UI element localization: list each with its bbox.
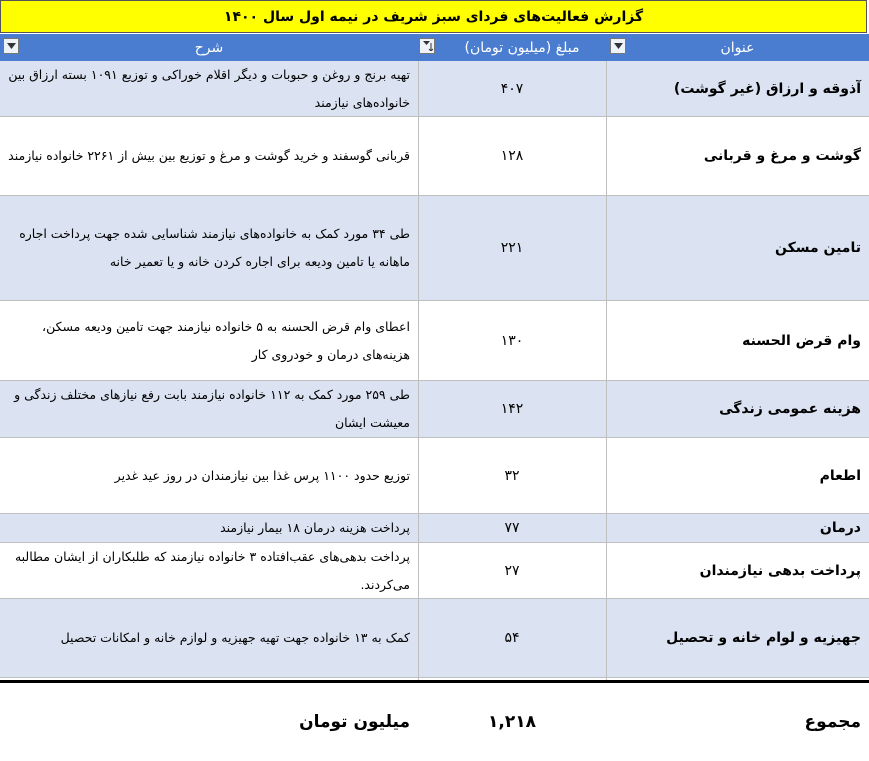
table-row (0, 381, 869, 438)
row-amount: ۵۴ (504, 630, 520, 646)
total-label: مجموع (804, 712, 861, 732)
sort-filter-icon[interactable] (419, 38, 435, 54)
row-description: قربانی گوسفند و خرید گوشت و مرغ و توزیع بین بیش از ۲۲۶۱ خانواده نیازمند (8, 148, 410, 163)
table-row (0, 543, 869, 599)
dropdown-arrow-icon[interactable] (610, 38, 626, 54)
row-amount: ۲۲۱ (500, 240, 524, 256)
row-title: وام قرض الحسنه (742, 332, 861, 349)
total-amount: ۱,۲۱۸ (488, 712, 536, 732)
column-header-row (0, 34, 869, 61)
row-description: اعطای وام قرض الحسنه به ۵ خانواده نیازمند جهت تامین ودیعه مسکن، هزینه‌های درمان و خودروی کار (42, 318, 410, 362)
row-title: پرداخت بدهی نیازمندان (699, 562, 861, 579)
header-title[interactable] (606, 34, 869, 61)
row-amount: ۷۷ (504, 520, 520, 536)
row-title: گوشت و مرغ و قربانی (703, 148, 861, 164)
table-row (0, 599, 869, 678)
row-description: طی ۲۵۹ مورد کمک به ۱۱۲ خانواده نیازمند بابت رفع نیازهای مختلف زندگی و معیشت ایشان (14, 387, 410, 430)
row-title: جهیزیه و لوام خانه و تحصیل (666, 630, 861, 646)
row-amount: ۴۰۷ (500, 80, 524, 97)
table-row (0, 61, 869, 117)
column-divider (606, 61, 607, 680)
row-amount: ۳۲ (504, 467, 520, 484)
row-title: تامین مسکن (774, 240, 861, 256)
header-amount-label: مبلغ (میلیون تومان) (464, 39, 580, 56)
row-amount: ۱۳۰ (500, 332, 524, 349)
table-row (0, 196, 869, 301)
total-unit: میلیون تومان (299, 712, 410, 732)
table-row (0, 301, 869, 381)
table-row (0, 514, 869, 543)
row-amount: ۱۲۸ (500, 148, 524, 164)
row-description: پرداخت هزینه درمان ۱۸ بیمار نیازمند (220, 520, 410, 535)
row-description: پرداخت بدهی‌های عقب‌افتاده ۳ خانواده نیازمند که طلبکاران از ایشان مطالبه می‌کردند. (14, 548, 410, 592)
row-description: طی ۳۴ مورد کمک به خانواده‌های نیازمند شناسایی شده جهت پرداخت اجاره ماهانه یا تامین ودیعه برای اجاره کردن خانه و یا تعمیر خانه (19, 226, 410, 269)
row-title: هزینه عمومی زندگی (719, 401, 861, 417)
header-title-label: عنوان (720, 39, 755, 56)
row-title: آذوقه و ارزاق (غیر گوشت) (673, 80, 861, 97)
row-amount: ۲۷ (504, 562, 520, 579)
header-description-label: شرح (194, 39, 224, 56)
row-description: کمک به ۱۳ خانواده جهت تهیه جهیزیه و لوازم خانه و امکانات تحصیل (60, 630, 410, 645)
row-title: اطعام (819, 467, 861, 484)
header-amount[interactable] (418, 34, 606, 61)
report-title: گزارش فعالیت‌های فردای سبز شریف در نیمه اول سال ۱۴۰۰ (0, 0, 867, 33)
row-description: تهیه برنج و روغن و حبوبات و دیگر اقلام خوراکی و توزیع ۱۰۹۱ بسته ارزاق بین خانواده‌های نیازمند (8, 66, 410, 110)
total-row (0, 680, 869, 761)
dropdown-arrow-icon[interactable] (3, 38, 19, 54)
row-description: توزیع حدود ۱۱۰۰ پرس غذا بین نیازمندان در روز عید غدیر (114, 467, 410, 483)
column-divider (418, 61, 419, 680)
table-row (0, 117, 869, 196)
row-amount: ۱۴۲ (500, 401, 524, 417)
table-row (0, 438, 869, 514)
row-title: درمان (819, 520, 861, 536)
header-description[interactable] (0, 34, 418, 61)
